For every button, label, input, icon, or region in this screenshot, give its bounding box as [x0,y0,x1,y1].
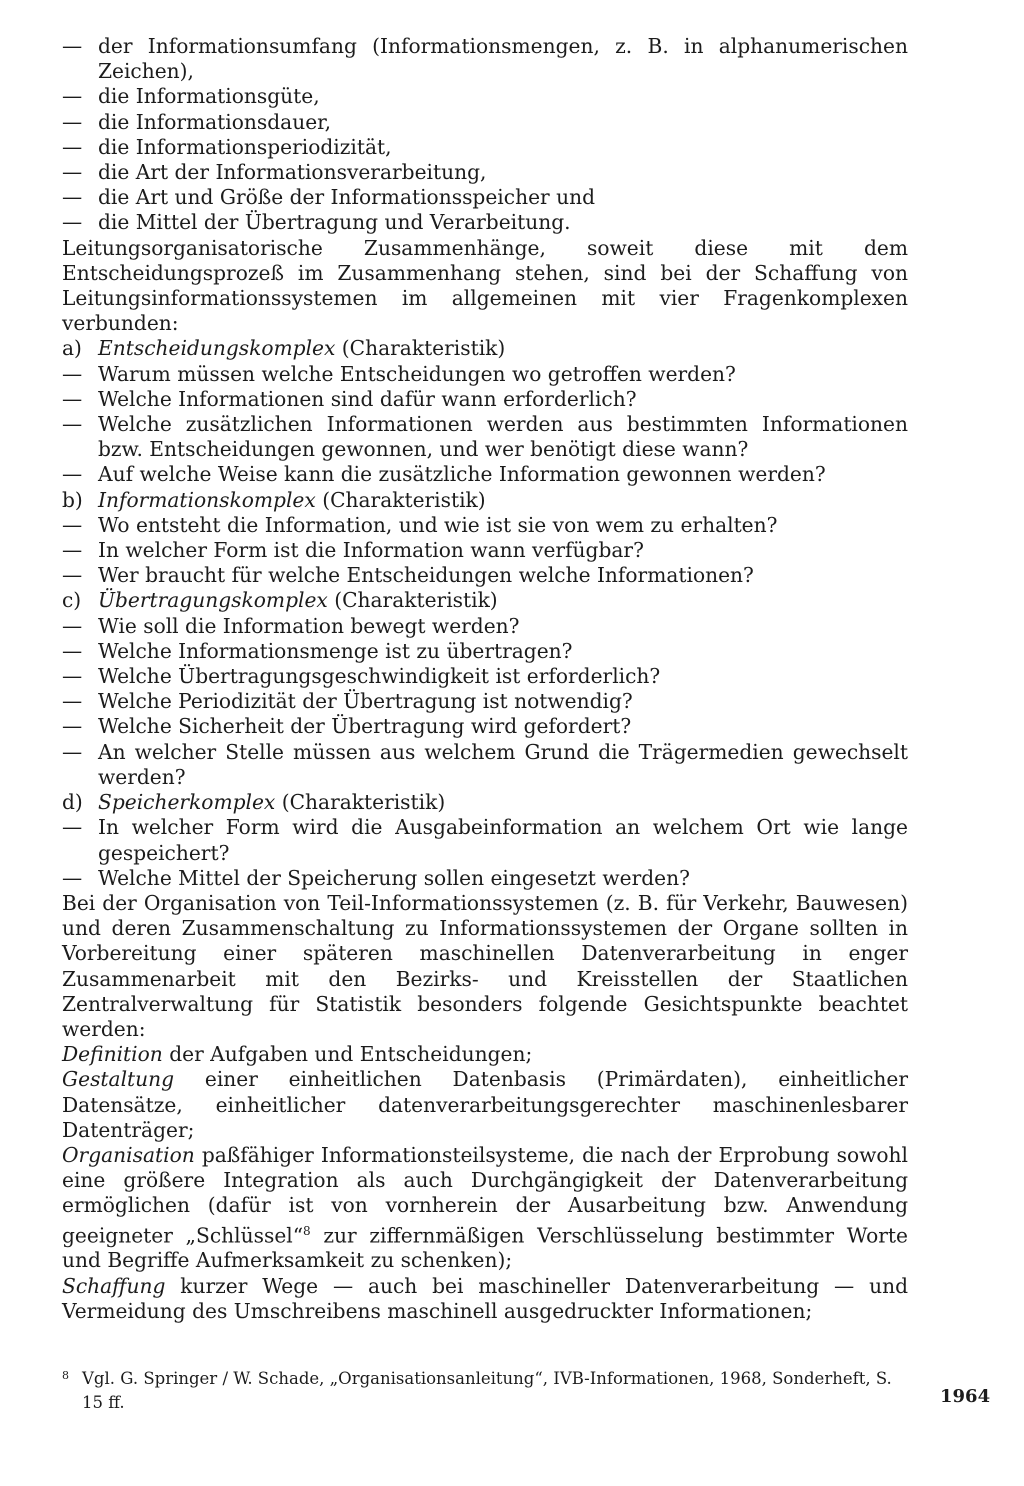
list-item-text: Wo entsteht die Information, und wie ist sie von wem zu erhalten? [98,512,778,537]
dash-bullet: — [62,638,83,663]
dash-bullet: — [62,160,83,185]
list-item [62,639,908,664]
section-heading-a [62,336,908,361]
list-item-text: Warum müssen welche Entscheidungen wo getroffen werden? [98,361,736,386]
list-item-text: Welche Mittel der Speicherung sollen eingesetzt werden? [98,865,690,890]
list-item [62,362,908,387]
point-text: einer einheitlichen Datenbasis (Primärdaten), einheitlicher Datensätze, einheitlicher datenverarbeitungsgerechter maschinenlesbarer Datenträger; [62,1067,908,1142]
point-gestaltung [62,1067,908,1143]
section-suffix: (Charakteristik) [334,588,498,613]
dash-bullet: — [62,386,83,411]
point-definition [62,1042,908,1067]
list-item [62,135,908,160]
point-schaffung [62,1274,908,1324]
page-body [62,34,908,1324]
dash-bullet: — [62,361,83,386]
section-suffix: (Charakteristik) [341,336,506,361]
dash-bullet: — [62,714,83,739]
dash-bullet: — [62,462,83,487]
list-item-text: Welche Übertragungsgeschwindigkeit ist erforderlich? [98,664,661,689]
list-item [62,110,908,135]
list-item [62,462,908,487]
dash-bullet: — [62,563,83,588]
dash-bullet: — [62,689,83,714]
section-letter: c) [62,588,82,613]
list-item-text: In welcher Form wird die Ausgabeinformation an welchem Ort wie lange gespeichert? [98,815,908,865]
section-title: Entscheidungskomplex [98,336,336,361]
section-heading-c [62,588,908,613]
point-term: Organisation [62,1142,195,1167]
list-item [62,538,908,563]
list-item-text: An welcher Stelle müssen aus welchem Grund die Trägermedien gewechselt werden? [98,739,908,789]
dash-bullet: — [62,109,83,134]
section-letter: b) [62,487,83,512]
list-item-text: die Mittel der Übertragung und Verarbeitung. [98,210,571,235]
list-item [62,210,908,235]
list-item-text: Welche Sicherheit der Übertragung wird gefordert? [98,714,632,739]
organisation-paragraph: Bei der Organisation von Teil-Informationssystemen (z. B. für Verkehr, Bauwesen) und deren Zusammenschaltung zu Informationssystemen der Organe sollten in Vorbereitung einer späteren maschinellen Datenverarbeitung in enger Zusammenarbeit mit den Bezirks- und Kreisstellen der Staatlichen Zentralverwaltung für Statistik besonders folgende Gesichtspunkte beachtet werden: [62,890,908,1041]
dash-bullet: — [62,613,83,638]
point-text: der Aufgaben und Entscheidungen; [162,1042,533,1067]
footnote-number: 8 [62,1369,69,1382]
dash-bullet: — [62,84,83,109]
list-item-text: Auf welche Weise kann die zusätzliche Information gewonnen werden? [98,462,826,487]
list-item [62,34,908,84]
dash-bullet: — [62,664,83,689]
dash-bullet: — [62,185,83,210]
section-letter: d) [62,790,83,815]
dash-bullet: — [62,134,83,159]
section-suffix: (Charakteristik) [322,487,486,512]
page-number: 1964 [940,1386,991,1407]
section-suffix: (Charakteristik) [281,790,446,815]
point-text: kurzer Wege — auch bei maschineller Datenverarbeitung — und Vermeidung des Umschreibens maschinell ausgedruckter Informationen; [62,1273,908,1323]
list-item [62,664,908,689]
footnotes [62,1364,908,1415]
list-item-text: In welcher Form ist die Information wann verfügbar? [98,538,644,563]
intro-paragraph: Leitungsorganisatorische Zusammenhänge, soweit diese mit dem Entscheidungsprozeß im Zusammenhang stehen, sind bei der Schaffung von Leitungsinformationssystemen im allgemeinen mit vier Fragenkomplexen verbunden: [62,235,908,336]
list-item-text: Welche Informationsmenge ist zu übertragen? [98,638,573,663]
list-item-text: die Informationsgüte, [98,84,320,109]
list-item [62,815,908,865]
point-term: Schaffung [62,1273,166,1298]
list-item-text: die Informationsperiodizität, [98,134,392,159]
list-item-text: die Informationsdauer, [98,109,332,134]
dash-bullet: — [62,739,83,764]
point-organisation [62,1143,908,1274]
list-item [62,185,908,210]
dash-bullet: — [62,865,83,890]
list-item [62,412,908,462]
list-item [62,866,908,891]
list-item [62,513,908,538]
section-title: Informationskomplex [98,487,316,512]
list-item [62,689,908,714]
list-item-text: Wer braucht für welche Entscheidungen welche Informationen? [98,563,754,588]
list-item [62,84,908,109]
list-item [62,614,908,639]
list-item-text: die Art der Informationsverarbeitung, [98,160,487,185]
footnote-text: Vgl. G. Springer / W. Schade, „Organisationsanleitung“, IVB-Informationen, 1968, Sonderheft, S. 15 ff. [82,1369,892,1412]
section-title: Übertragungskomplex [98,588,328,613]
point-text: paßfähiger Informationsteilsysteme, die nach der Erprobung sowohl eine größere Integration als auch Durchgängigkeit der Datenverarbeitung ermöglichen (dafür ist von vornherein der Ausarbeitung bzw. Anwendung geeigneter „Schlüssel“ [62,1142,908,1248]
list-item-text: Wie soll die Information bewegt werden? [98,613,520,638]
list-item [62,160,908,185]
list-item [62,387,908,412]
dash-bullet: — [62,210,83,235]
list-item-text: die Art und Größe der Informationsspeicher und [98,185,596,210]
dash-bullet: — [62,538,83,563]
list-item [62,714,908,739]
section-letter: a) [62,336,82,361]
section-title: Speicherkomplex [98,790,276,815]
dash-bullet: — [62,34,83,58]
list-item [62,563,908,588]
footnote-reference[interactable]: 8 [303,1223,311,1238]
list-item-text: Welche Periodizität der Übertragung ist notwendig? [98,689,633,714]
dash-bullet: — [62,412,83,437]
dash-bullet: — [62,815,83,840]
footnote [62,1364,908,1415]
dash-bullet: — [62,512,83,537]
list-item-text: Welche zusätzlichen Informationen werden aus bestimmten Informationen bzw. Entscheidungen gewonnen, und wer benötigt diese wann? [98,412,908,462]
section-heading-b [62,488,908,513]
point-term: Gestaltung [62,1067,175,1092]
list-item [62,740,908,790]
point-term: Definition [62,1042,163,1067]
list-item-text: der Informationsumfang (Informationsmengen, z. B. in alphanumerischen Zeichen), [98,34,908,84]
section-heading-d [62,790,908,815]
list-item-text: Welche Informationen sind dafür wann erforderlich? [98,386,637,411]
point-text-tail: zur ziffernmäßigen Verschlüsselung bestimmter Worte und Begriffe Aufmerksamkeit zu schenken); [62,1223,908,1273]
